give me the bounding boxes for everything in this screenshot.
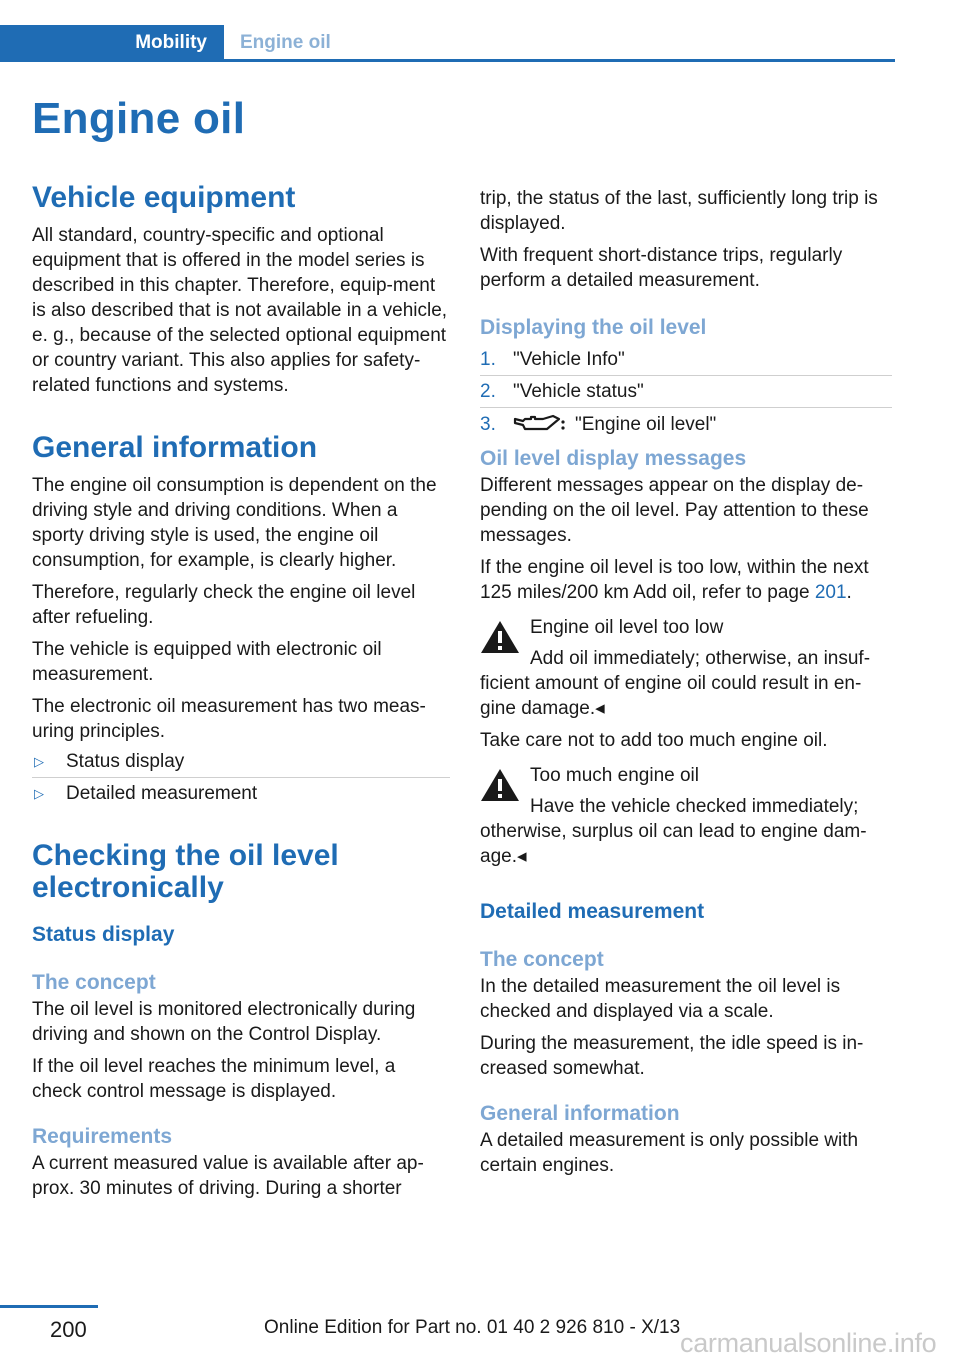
- step-number: 2.: [480, 381, 496, 402]
- step-item: [480, 376, 892, 408]
- header-rule: [0, 59, 895, 62]
- paragraph: If the oil level reaches the minimum level, a check control message is displayed.: [32, 1056, 396, 1102]
- right-column: [480, 186, 892, 1185]
- paragraph: The vehicle is equipped with electronic oil measurement.: [32, 639, 382, 685]
- heading-the-concept: The concept: [32, 971, 156, 994]
- watermark: carmanualsonline.info: [680, 1328, 937, 1358]
- warning-title: Engine oil level too low: [530, 617, 724, 638]
- step-number: 3.: [480, 413, 496, 435]
- paragraph: Therefore, regularly check the engine oil level after refueling.: [32, 582, 416, 628]
- list-item-text: Status display: [66, 751, 185, 772]
- paragraph: In the detailed measurement the oil level is checked and displayed via a scale.: [480, 976, 841, 1022]
- step-item: [480, 344, 892, 376]
- list-item-text: Detailed measurement: [66, 783, 258, 804]
- oil-can-icon: [513, 413, 565, 435]
- step-item: [480, 408, 892, 440]
- paragraph: All standard, country-specific and optional equipment that is offered in the model series is described in this chapter. Therefore, equip-ment is also described that is not available in a vehicle, e. g., because of the selected optional equipment or country variant. This also applies for safety-related functions and systems.: [32, 225, 448, 396]
- paragraph: [480, 555, 892, 605]
- paragraph: Different messages appear on the display de-pending on the oil level. Pay attention to these messages.: [480, 475, 869, 546]
- list-item: [32, 778, 450, 810]
- paragraph: With frequent short-distance trips, regularly perform a detailed measurement.: [480, 245, 843, 291]
- section-tab-mobility: Mobility: [0, 25, 224, 60]
- page-number: 200: [50, 1317, 87, 1342]
- warning-title: Too much engine oil: [530, 765, 699, 786]
- paragraph: During the measurement, the idle speed is in-creased somewhat.: [480, 1033, 864, 1079]
- paragraph-text: .: [846, 582, 852, 603]
- page-link[interactable]: 201: [814, 582, 847, 603]
- heading-detailed-measurement: Detailed measurement: [480, 900, 705, 923]
- triangle-right-icon: ▷: [34, 754, 44, 769]
- triangle-right-icon: ▷: [34, 786, 44, 801]
- warning-text: Have the vehicle checked immediately; otherwise, surplus oil can lead to engine dam-age.◂: [480, 796, 867, 867]
- paragraph: A current measured value is available after ap-prox. 30 minutes of driving. During a shorter: [32, 1153, 424, 1199]
- heading-the-concept: The concept: [480, 948, 604, 971]
- edition-info: Online Edition for Part no. 01 40 2 926 810 - X/13: [264, 1317, 681, 1338]
- step-number: 1.: [480, 349, 496, 370]
- paragraph: trip, the status of the last, sufficiently long trip is displayed.: [480, 188, 878, 234]
- warning-text: Add oil immediately; otherwise, an insuf-ficient amount of engine oil could result in en-gine damage.◂: [480, 648, 871, 719]
- paragraph: Take care not to add too much engine oil.: [480, 730, 828, 751]
- section-tab-engine-oil: Engine oil: [240, 31, 331, 53]
- heading-oil-level-messages: Oil level display messages: [480, 447, 747, 470]
- warning-triangle-icon: [480, 767, 520, 803]
- warning-triangle-icon: [480, 619, 520, 655]
- heading-vehicle-equipment: Vehicle equipment: [32, 181, 296, 214]
- heading-status-display: Status display: [32, 923, 175, 946]
- paragraph: The oil level is monitored electronically during driving and shown on the Control Display.: [32, 999, 416, 1045]
- steps-list: [480, 344, 892, 440]
- heading-displaying-oil-level: Displaying the oil level: [480, 316, 707, 339]
- paragraph: The electronic oil measurement has two meas-uring principles.: [32, 696, 426, 742]
- left-column: [32, 182, 450, 1208]
- paragraph: The engine oil consumption is dependent on the driving style and driving conditions. When a sporty driving style is used, the engine oil consumption, for example, is clearly higher.: [32, 475, 437, 571]
- paragraph-text: If the engine oil level is too low, within the next 125 miles/200 km Add oil, refer to page: [480, 557, 869, 603]
- page-header: [0, 25, 895, 61]
- bullet-list: [32, 746, 450, 810]
- page-title: Engine oil: [32, 94, 246, 143]
- warning-block: [480, 763, 892, 869]
- heading-general-information: General information: [480, 1102, 680, 1125]
- heading-requirements: Requirements: [32, 1125, 173, 1148]
- warning-block: [480, 615, 892, 721]
- heading-general-information: General information: [32, 431, 318, 464]
- footer-rule: [0, 1305, 98, 1308]
- paragraph: A detailed measurement is only possible with certain engines.: [480, 1130, 859, 1176]
- step-text: "Engine oil level": [575, 413, 717, 435]
- list-item: [32, 746, 450, 778]
- step-text: "Vehicle Info": [513, 349, 625, 370]
- step-text: "Vehicle status": [513, 381, 644, 402]
- heading-checking-oil-level: Checking the oil level electronically: [32, 839, 339, 904]
